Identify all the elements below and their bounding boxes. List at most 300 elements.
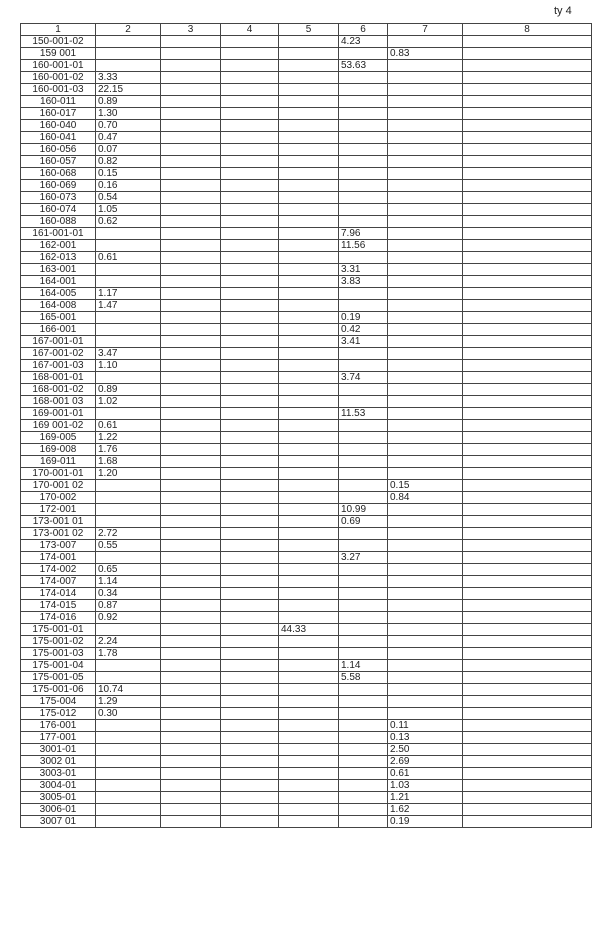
value-cell-col-4	[221, 192, 279, 204]
value-cell-col-7	[388, 348, 463, 360]
value-cell-col-2: 0.61	[96, 420, 161, 432]
value-cell-col-7	[388, 636, 463, 648]
value-cell-col-3	[161, 444, 221, 456]
table-row	[21, 120, 592, 132]
value-cell-col-4	[221, 264, 279, 276]
value-cell-col-4	[221, 288, 279, 300]
column-header-5: 5	[279, 24, 339, 36]
value-cell-col-3	[161, 372, 221, 384]
value-cell-col-8	[463, 816, 592, 828]
value-cell-col-7	[388, 36, 463, 48]
value-cell-col-6	[339, 456, 388, 468]
row-code-cell: 3002 01	[21, 756, 96, 768]
value-cell-col-2: 1.47	[96, 300, 161, 312]
value-cell-col-2	[96, 780, 161, 792]
value-cell-col-3	[161, 84, 221, 96]
value-cell-col-2	[96, 336, 161, 348]
row-code-cell: 160-057	[21, 156, 96, 168]
table-row	[21, 468, 592, 480]
value-cell-col-5	[279, 492, 339, 504]
value-cell-col-2	[96, 492, 161, 504]
value-cell-col-5	[279, 816, 339, 828]
row-code-cell: 168-001-02	[21, 384, 96, 396]
value-cell-col-2: 0.92	[96, 612, 161, 624]
value-cell-col-3	[161, 288, 221, 300]
value-cell-col-2	[96, 552, 161, 564]
value-cell-col-4	[221, 540, 279, 552]
value-cell-col-8	[463, 324, 592, 336]
row-code-cell: 169 001-02	[21, 420, 96, 432]
value-cell-col-8	[463, 636, 592, 648]
value-cell-col-8	[463, 36, 592, 48]
row-code-cell: 160-056	[21, 144, 96, 156]
value-cell-col-8	[463, 480, 592, 492]
value-cell-col-3	[161, 96, 221, 108]
value-cell-col-6	[339, 816, 388, 828]
table-row	[21, 576, 592, 588]
value-cell-col-4	[221, 240, 279, 252]
value-cell-col-6	[339, 768, 388, 780]
table-row	[21, 60, 592, 72]
table-row	[21, 732, 592, 744]
table-row	[21, 480, 592, 492]
value-cell-col-3	[161, 816, 221, 828]
value-cell-col-4	[221, 768, 279, 780]
value-cell-col-5	[279, 576, 339, 588]
value-cell-col-8	[463, 336, 592, 348]
value-cell-col-2: 3.33	[96, 72, 161, 84]
value-cell-col-3	[161, 324, 221, 336]
value-cell-col-5	[279, 204, 339, 216]
row-code-cell: 3001-01	[21, 744, 96, 756]
table-row	[21, 504, 592, 516]
value-cell-col-8	[463, 192, 592, 204]
value-cell-col-5	[279, 144, 339, 156]
value-cell-col-3	[161, 300, 221, 312]
value-cell-col-8	[463, 456, 592, 468]
table-row	[21, 408, 592, 420]
row-code-cell: 164-001	[21, 276, 96, 288]
value-cell-col-5	[279, 312, 339, 324]
value-cell-col-8	[463, 660, 592, 672]
table-row	[21, 324, 592, 336]
value-cell-col-2: 0.30	[96, 708, 161, 720]
value-cell-col-8	[463, 132, 592, 144]
value-cell-col-3	[161, 624, 221, 636]
value-cell-col-4	[221, 816, 279, 828]
column-header-4: 4	[221, 24, 279, 36]
value-cell-col-5	[279, 132, 339, 144]
row-code-cell: 174-002	[21, 564, 96, 576]
value-cell-col-7	[388, 468, 463, 480]
value-cell-col-8	[463, 48, 592, 60]
value-cell-col-2	[96, 408, 161, 420]
value-cell-col-4	[221, 648, 279, 660]
value-cell-col-5: 44.33	[279, 624, 339, 636]
value-cell-col-7	[388, 420, 463, 432]
table-row	[21, 636, 592, 648]
value-cell-col-5	[279, 264, 339, 276]
value-cell-col-3	[161, 192, 221, 204]
value-cell-col-3	[161, 804, 221, 816]
value-cell-col-5	[279, 792, 339, 804]
value-cell-col-2	[96, 372, 161, 384]
column-header-3: 3	[161, 24, 221, 36]
row-code-cell: 165-001	[21, 312, 96, 324]
table-row	[21, 204, 592, 216]
value-cell-col-5	[279, 540, 339, 552]
value-cell-col-8	[463, 564, 592, 576]
row-code-cell: 162-001	[21, 240, 96, 252]
value-cell-col-2: 1.30	[96, 108, 161, 120]
value-cell-col-3	[161, 528, 221, 540]
value-cell-col-8	[463, 696, 592, 708]
value-cell-col-8	[463, 708, 592, 720]
value-cell-col-7	[388, 96, 463, 108]
row-code-cell: 175-012	[21, 708, 96, 720]
value-cell-col-3	[161, 492, 221, 504]
value-cell-col-8	[463, 276, 592, 288]
value-cell-col-3	[161, 420, 221, 432]
table-row	[21, 816, 592, 828]
value-cell-col-8	[463, 648, 592, 660]
value-cell-col-8	[463, 312, 592, 324]
row-code-cell: 174-001	[21, 552, 96, 564]
value-cell-col-3	[161, 552, 221, 564]
value-cell-col-2: 0.07	[96, 144, 161, 156]
value-cell-col-5	[279, 444, 339, 456]
value-cell-col-7	[388, 672, 463, 684]
value-cell-col-2: 0.89	[96, 384, 161, 396]
value-cell-col-8	[463, 84, 592, 96]
value-cell-col-6: 11.53	[339, 408, 388, 420]
value-cell-col-6	[339, 492, 388, 504]
value-cell-col-4	[221, 636, 279, 648]
value-cell-col-5	[279, 432, 339, 444]
value-cell-col-3	[161, 516, 221, 528]
row-code-cell: 166-001	[21, 324, 96, 336]
row-code-cell: 160-001-01	[21, 60, 96, 72]
value-cell-col-8	[463, 252, 592, 264]
value-cell-col-6	[339, 732, 388, 744]
row-code-cell: 175-001-06	[21, 684, 96, 696]
value-cell-col-6: 3.31	[339, 264, 388, 276]
column-header-8: 8	[463, 24, 592, 36]
value-cell-col-8	[463, 516, 592, 528]
value-cell-col-8	[463, 732, 592, 744]
value-cell-col-7	[388, 576, 463, 588]
value-cell-col-4	[221, 324, 279, 336]
row-code-cell: 174-016	[21, 612, 96, 624]
value-cell-col-7	[388, 240, 463, 252]
value-cell-col-7	[388, 612, 463, 624]
value-cell-col-5	[279, 756, 339, 768]
value-cell-col-7	[388, 60, 463, 72]
value-cell-col-2	[96, 816, 161, 828]
value-cell-col-6: 3.41	[339, 336, 388, 348]
value-cell-col-4	[221, 420, 279, 432]
value-cell-col-5	[279, 276, 339, 288]
value-cell-col-8	[463, 264, 592, 276]
value-cell-col-8	[463, 432, 592, 444]
value-cell-col-7	[388, 144, 463, 156]
value-cell-col-5	[279, 672, 339, 684]
value-cell-col-8	[463, 96, 592, 108]
value-cell-col-2	[96, 720, 161, 732]
value-cell-col-2: 0.47	[96, 132, 161, 144]
value-cell-col-4	[221, 276, 279, 288]
value-cell-col-6	[339, 636, 388, 648]
value-cell-col-5	[279, 600, 339, 612]
value-cell-col-6	[339, 132, 388, 144]
value-cell-col-2: 0.55	[96, 540, 161, 552]
value-cell-col-3	[161, 228, 221, 240]
value-cell-col-6	[339, 588, 388, 600]
value-cell-col-3	[161, 564, 221, 576]
value-cell-col-5	[279, 696, 339, 708]
value-cell-col-3	[161, 60, 221, 72]
value-cell-col-2: 1.68	[96, 456, 161, 468]
value-cell-col-8	[463, 588, 592, 600]
value-cell-col-8	[463, 288, 592, 300]
value-cell-col-5	[279, 480, 339, 492]
value-cell-col-4	[221, 744, 279, 756]
value-cell-col-6	[339, 804, 388, 816]
value-cell-col-7: 0.83	[388, 48, 463, 60]
table-row	[21, 600, 592, 612]
value-cell-col-3	[161, 708, 221, 720]
value-cell-col-8	[463, 420, 592, 432]
value-cell-col-6	[339, 252, 388, 264]
value-cell-col-4	[221, 600, 279, 612]
value-cell-col-3	[161, 264, 221, 276]
value-cell-col-4	[221, 132, 279, 144]
value-cell-col-8	[463, 240, 592, 252]
value-cell-col-8	[463, 168, 592, 180]
value-cell-col-8	[463, 144, 592, 156]
value-cell-col-2: 1.76	[96, 444, 161, 456]
value-cell-col-7	[388, 708, 463, 720]
value-cell-col-5	[279, 648, 339, 660]
value-cell-col-2: 1.02	[96, 396, 161, 408]
value-cell-col-2: 0.70	[96, 120, 161, 132]
value-cell-col-4	[221, 732, 279, 744]
value-cell-col-6	[339, 348, 388, 360]
value-cell-col-8	[463, 768, 592, 780]
value-cell-col-3	[161, 408, 221, 420]
row-code-cell: 177-001	[21, 732, 96, 744]
value-cell-col-3	[161, 312, 221, 324]
column-header-1: 1	[21, 24, 96, 36]
value-cell-col-4	[221, 516, 279, 528]
value-cell-col-2: 1.20	[96, 468, 161, 480]
row-code-cell: 160-088	[21, 216, 96, 228]
row-code-cell: 163-001	[21, 264, 96, 276]
value-cell-col-6	[339, 444, 388, 456]
value-cell-col-3	[161, 108, 221, 120]
table-row	[21, 612, 592, 624]
value-cell-col-2	[96, 768, 161, 780]
table-row	[21, 228, 592, 240]
value-cell-col-6	[339, 300, 388, 312]
value-cell-col-8	[463, 576, 592, 588]
value-cell-col-4	[221, 576, 279, 588]
value-cell-col-2	[96, 228, 161, 240]
table-row	[21, 540, 592, 552]
value-cell-col-7: 1.03	[388, 780, 463, 792]
value-cell-col-3	[161, 252, 221, 264]
value-cell-col-4	[221, 432, 279, 444]
value-cell-col-6	[339, 168, 388, 180]
table-row	[21, 300, 592, 312]
value-cell-col-4	[221, 372, 279, 384]
value-cell-col-6	[339, 540, 388, 552]
value-cell-col-5	[279, 720, 339, 732]
value-cell-col-6: 7.96	[339, 228, 388, 240]
table-row	[21, 240, 592, 252]
value-cell-col-5	[279, 288, 339, 300]
value-cell-col-3	[161, 132, 221, 144]
value-cell-col-5	[279, 168, 339, 180]
row-code-cell: 175-001-01	[21, 624, 96, 636]
table-row	[21, 336, 592, 348]
column-header-7: 7	[388, 24, 463, 36]
value-cell-col-4	[221, 480, 279, 492]
value-cell-col-5	[279, 768, 339, 780]
value-cell-col-5	[279, 372, 339, 384]
value-cell-col-8	[463, 372, 592, 384]
value-cell-col-4	[221, 684, 279, 696]
value-cell-col-7	[388, 432, 463, 444]
value-cell-col-6	[339, 84, 388, 96]
value-cell-col-5	[279, 156, 339, 168]
value-cell-col-3	[161, 480, 221, 492]
value-cell-col-7	[388, 336, 463, 348]
value-cell-col-7	[388, 288, 463, 300]
table-row	[21, 492, 592, 504]
table-row	[21, 348, 592, 360]
row-code-cell: 175-001-03	[21, 648, 96, 660]
value-cell-col-5	[279, 96, 339, 108]
value-cell-col-8	[463, 492, 592, 504]
value-cell-col-6	[339, 708, 388, 720]
value-cell-col-5	[279, 456, 339, 468]
value-cell-col-7: 0.61	[388, 768, 463, 780]
row-code-cell: 169-011	[21, 456, 96, 468]
value-cell-col-7	[388, 528, 463, 540]
value-cell-col-8	[463, 528, 592, 540]
value-cell-col-4	[221, 120, 279, 132]
value-cell-col-5	[279, 192, 339, 204]
value-cell-col-3	[161, 276, 221, 288]
value-cell-col-7	[388, 696, 463, 708]
value-cell-col-8	[463, 744, 592, 756]
row-code-cell: 164-005	[21, 288, 96, 300]
value-cell-col-4	[221, 660, 279, 672]
value-cell-col-2: 3.47	[96, 348, 161, 360]
value-cell-col-4	[221, 84, 279, 96]
value-cell-col-4	[221, 528, 279, 540]
value-cell-col-5	[279, 48, 339, 60]
value-cell-col-2: 0.89	[96, 96, 161, 108]
value-cell-col-5	[279, 180, 339, 192]
table-row	[21, 552, 592, 564]
row-code-cell: 150-001-02	[21, 36, 96, 48]
value-cell-col-3	[161, 204, 221, 216]
value-cell-col-3	[161, 456, 221, 468]
value-cell-col-5	[279, 252, 339, 264]
value-cell-col-3	[161, 36, 221, 48]
value-cell-col-3	[161, 612, 221, 624]
value-cell-col-5	[279, 804, 339, 816]
value-cell-col-5	[279, 516, 339, 528]
value-cell-col-6	[339, 648, 388, 660]
value-cell-col-4	[221, 456, 279, 468]
value-cell-col-3	[161, 672, 221, 684]
value-cell-col-3	[161, 72, 221, 84]
row-code-cell: 168-001-01	[21, 372, 96, 384]
value-cell-col-5	[279, 684, 339, 696]
value-cell-col-4	[221, 396, 279, 408]
value-cell-col-8	[463, 156, 592, 168]
value-cell-col-7: 2.50	[388, 744, 463, 756]
table-row	[21, 264, 592, 276]
row-code-cell: 160-017	[21, 108, 96, 120]
value-cell-col-6	[339, 624, 388, 636]
value-cell-col-2	[96, 312, 161, 324]
value-cell-col-7	[388, 360, 463, 372]
table-row	[21, 384, 592, 396]
table-row	[21, 96, 592, 108]
row-code-cell: 160-041	[21, 132, 96, 144]
value-cell-col-7	[388, 600, 463, 612]
value-cell-col-8	[463, 300, 592, 312]
row-code-cell: 174-007	[21, 576, 96, 588]
value-cell-col-4	[221, 180, 279, 192]
value-cell-col-8	[463, 228, 592, 240]
row-code-cell: 173-001 02	[21, 528, 96, 540]
value-cell-col-2: 1.10	[96, 360, 161, 372]
value-cell-col-7: 1.21	[388, 792, 463, 804]
value-cell-col-6	[339, 120, 388, 132]
value-cell-col-5	[279, 240, 339, 252]
value-cell-col-3	[161, 240, 221, 252]
row-code-cell: 174-014	[21, 588, 96, 600]
value-cell-col-4	[221, 336, 279, 348]
table-row	[21, 312, 592, 324]
value-cell-col-6: 0.19	[339, 312, 388, 324]
value-cell-col-5	[279, 588, 339, 600]
value-cell-col-3	[161, 384, 221, 396]
value-cell-col-3	[161, 744, 221, 756]
value-cell-col-7	[388, 516, 463, 528]
value-cell-col-6	[339, 180, 388, 192]
value-cell-col-6	[339, 72, 388, 84]
table-row	[21, 252, 592, 264]
row-code-cell: 3006-01	[21, 804, 96, 816]
row-code-cell: 160-069	[21, 180, 96, 192]
value-cell-col-8	[463, 444, 592, 456]
value-cell-col-3	[161, 588, 221, 600]
value-cell-col-7	[388, 192, 463, 204]
value-cell-col-3	[161, 348, 221, 360]
value-cell-col-2	[96, 516, 161, 528]
value-cell-col-7	[388, 300, 463, 312]
value-cell-col-6	[339, 564, 388, 576]
row-code-cell: 3007 01	[21, 816, 96, 828]
table-row	[21, 396, 592, 408]
value-cell-col-8	[463, 360, 592, 372]
